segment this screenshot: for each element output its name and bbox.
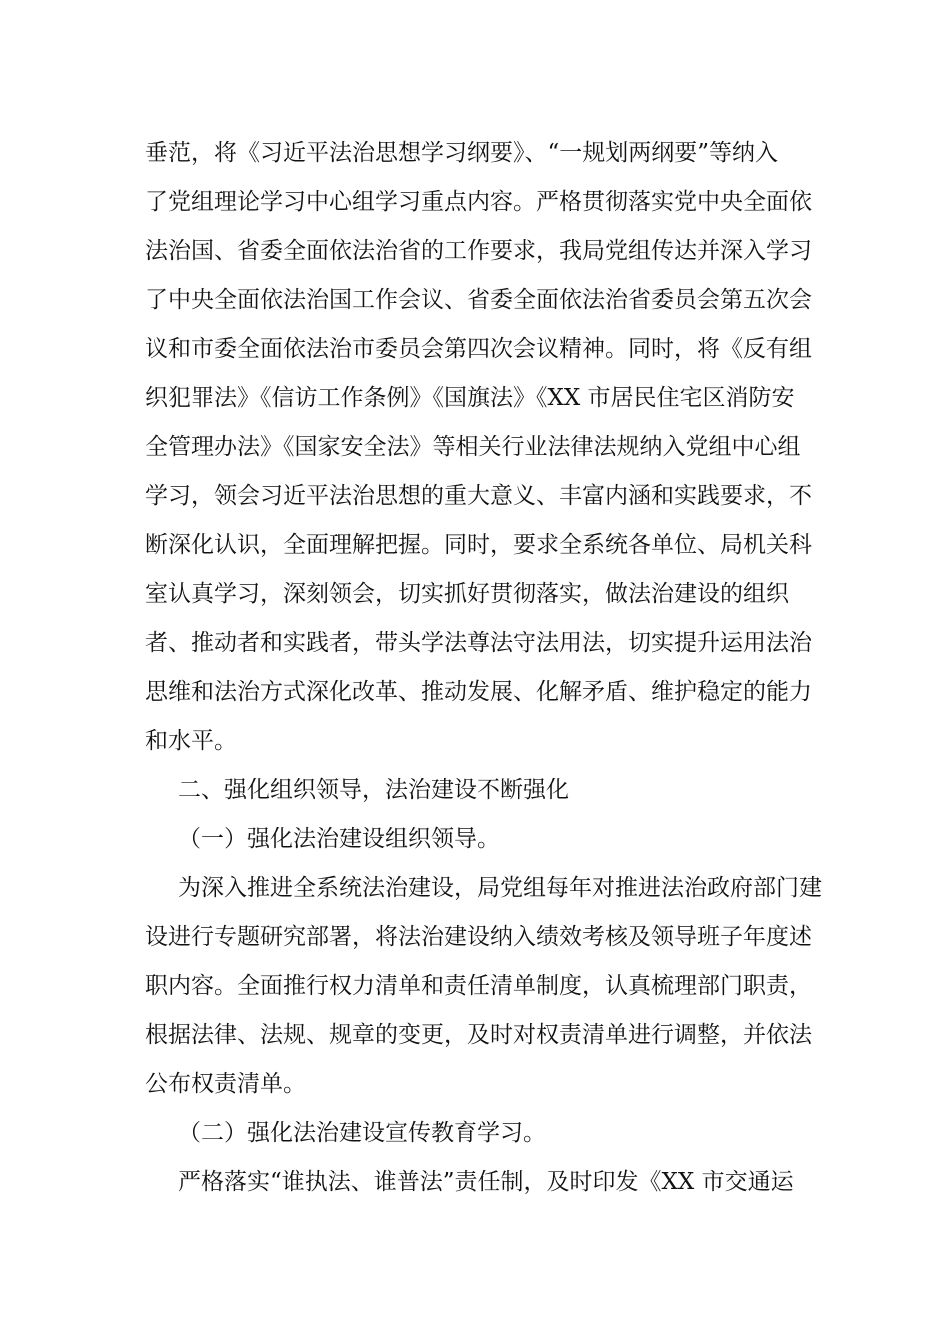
paragraph-line: 思维和法治方式深化改革、推动发展、化解矛盾、维护稳定的能力 [145,679,812,705]
paragraph-line: 为深入推进全系统法治建设，局党组每年对推进法治政府部门建 [178,875,822,901]
paragraph-line: 设进行专题研究部署，将法治建设纳入绩效考核及领导班子年度述 [145,924,812,950]
paragraph-line: 学习，领会习近平法治思想的重大意义、丰富内涵和实践要求，不 [145,483,812,509]
section-heading: 二、强化组织领导，法治建设不断强化 [178,777,569,803]
paragraph-line: 严格落实“谁执法、谁普法”责任制，及时印发《XX 市交通运 [178,1169,794,1195]
paragraph-line: 者、推动者和实践者，带头学法尊法守法用法，切实提升运用法治 [145,630,812,656]
paragraph-line: 室认真学习，深刻领会，切实抓好贯彻落实，做法治建设的组织 [145,581,789,607]
paragraph-line: 织犯罪法》《信访工作条例》《国旗法》《XX 市居民住宅区消防安 [145,385,795,411]
paragraph-line: 了党组理论学习中心组学习重点内容。严格贯彻落实党中央全面依 [145,189,812,215]
paragraph-line: 和水平。 [145,728,237,754]
paragraph-line: 议和市委全面依法治市委员会第四次会议精神。同时，将《反有组 [145,336,812,362]
paragraph-line: 全管理办法》《国家安全法》等相关行业法律法规纳入党组中心组 [145,434,801,460]
paragraph-line: 垂范，将《习近平法治思想学习纲要》、“一规划两纲要”等纳入 [145,140,779,166]
subsection-heading: （一）强化法治建设组织领导。 [178,826,500,852]
subsection-heading: （二）强化法治建设宣传教育学习。 [178,1120,546,1146]
paragraph-line: 了中央全面依法治国工作会议、省委全面依法治省委员会第五次会 [145,287,812,313]
paragraph-line: 断深化认识，全面理解把握。同时，要求全系统各单位、局机关科 [145,532,812,558]
paragraph-line: 公布权责清单。 [145,1071,306,1097]
paragraph-line: 职内容。全面推行权力清单和责任清单制度，认真梳理部门职责， [145,973,812,999]
paragraph-line: 法治国、省委全面依法治省的工作要求，我局党组传达并深入学习 [145,238,812,264]
paragraph-line: 根据法律、法规、规章的变更，及时对权责清单进行调整，并依法 [145,1022,812,1048]
